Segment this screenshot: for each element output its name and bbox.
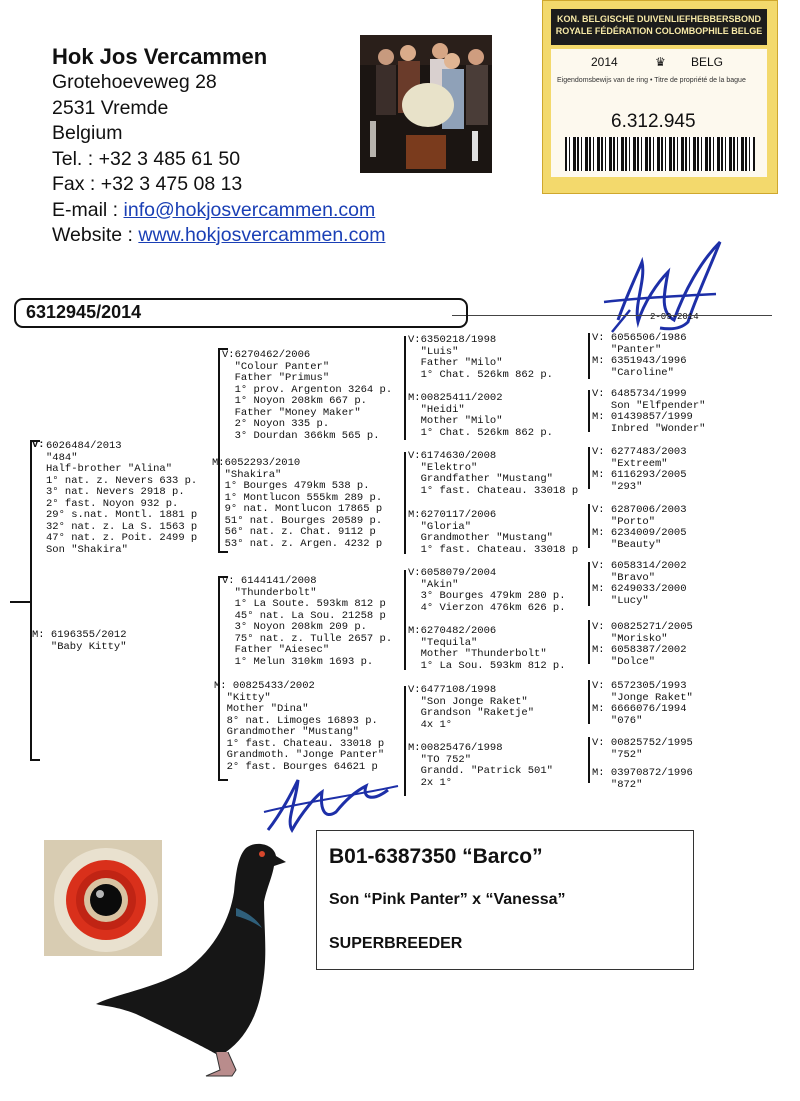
signature-top [598, 232, 728, 344]
ring-title: 6312945/2014 [26, 302, 142, 322]
breeder-header [52, 44, 385, 249]
gen4-5: V: 6277483/2003 "Extreem" [592, 446, 687, 470]
bracket-gen4-1 [588, 333, 590, 379]
gen4-9: V: 6058314/2002 "Bravo" [592, 560, 687, 584]
bracket-gen4-7 [588, 680, 590, 724]
gen4-7: V: 6287006/2003 "Porto" [592, 504, 687, 528]
bracket-gen4-2 [588, 390, 590, 432]
gen4-11: V: 00825271/2005 "Morisko" [592, 621, 693, 645]
email-line [52, 198, 385, 224]
gen4-3: V: 6485734/1999 Son "Elfpender" [592, 388, 706, 412]
fax: Fax : +32 3 475 08 13 [52, 173, 243, 195]
featured-pigeon-title: B01-6387350 “Barco” [329, 845, 543, 868]
bracket-gen4-8 [588, 737, 590, 783]
gen2-father-dam: M:6052293/2010 "Shakira" 1° Bourges 479km 538 p. 1° Montlucon 555km 289 p. 9° nat. Montlucon 17865 p 51° nat. Bourges 20589 p. 56° nat. z. Chat. 9112 p 53° nat. z. Argen. 4232 p [212, 457, 383, 550]
gen4-2: M: 6351943/1996 "Caroline" [592, 355, 687, 379]
bracket-gen3-1 [404, 336, 406, 440]
website-link[interactable]: www.hokjosvercammen.com [138, 224, 386, 246]
gen3-8: M:00825476/1998 "TO 752" Grandd. "Patrick 501" 2x 1° [408, 742, 553, 789]
subject-mother: M: 6196355/2012 "Baby Kitty" [32, 629, 127, 653]
gen4-6: M: 6116293/2005 "293" [592, 469, 687, 493]
gen2-mother-dam: M: 00825433/2002 "Kitty" Mother "Dina" 8° nat. Limoges 16893 p. Grandmother "Mustang" 1° fast. Chateau. 33018 p Grandmoth. "Jonge Panter" 2° fast. Bourges 64621 p [214, 680, 385, 773]
bracket-subject-bottom [30, 759, 40, 761]
bracket-gen2-bottom-b [218, 779, 228, 781]
bracket-gen3-3 [404, 570, 406, 670]
team-photo [360, 35, 492, 173]
bracket-gen3-2 [404, 452, 406, 554]
gen4-4: M: 01439857/1999 Inbred "Wonder" [592, 411, 706, 435]
bracket-gen3-4 [404, 686, 406, 796]
team-photo-image [360, 35, 492, 173]
telephone: Tel. : +32 3 485 61 50 [52, 147, 241, 170]
gen4-12: M: 6058387/2002 "Dolce" [592, 644, 687, 668]
bracket-subject [30, 440, 32, 760]
ring-number: 6.312.945 [611, 111, 696, 132]
website-label: Website : [52, 224, 133, 246]
barcode [565, 137, 755, 171]
featured-pigeon-box [316, 830, 694, 970]
crown-icon: ♛ [655, 55, 666, 69]
address-country: Belgium [52, 122, 123, 144]
gen3-7: V:6477108/1998 "Son Jonge Raket" Grandson "Raketje" 4x 1° [408, 684, 535, 731]
federation-name-fr: ROYALE FÉDÉRATION COLOMBOPHILE BELGE [555, 26, 763, 36]
gen3-3: V:6174630/2008 "Elektro" Grandfather "Mustang" 1° fast. Chateau. 33018 p [408, 450, 579, 497]
address-city: 2531 Vremde [52, 96, 169, 119]
ring-title-rule [452, 315, 772, 316]
ownership-text: Eigendomsbewijs van de ring • Titre de propriété de la bague [557, 77, 746, 84]
bracket-gen4-4 [588, 504, 590, 548]
gen4-1: V: 6056506/1986 "Panter" [592, 332, 687, 356]
bracket-gen2-top-b [218, 551, 228, 553]
federation-band [551, 9, 767, 45]
gen4-14: M: 6666076/1994 "076" [592, 703, 687, 727]
website-line [52, 223, 385, 249]
gen3-5: V:6058079/2004 "Akin" 3° Bourges 479km 280 p. 4° Vierzon 476km 626 p. [408, 567, 566, 614]
featured-pigeon-status: SUPERBREEDER [329, 935, 463, 952]
address-street: Grotehoeveweg 28 [52, 71, 217, 93]
signature-bottom [262, 772, 402, 838]
subject-father-details: 6026484/2013 "484" Half-brother "Alina" 1° nat. z. Nevers 633 p. 3° nat. Nevers 2918 p. 2° fast. Noyon 932 p. 29° s.nat. Montl. 1881 p 32° nat. z. La S. 1563 p 47° nat. z. Poit. 2499 p Son "Shakira" [46, 440, 198, 556]
ring-country: BELG [691, 55, 724, 69]
bracket-gen4-3 [588, 447, 590, 489]
gen2-mother-sire: V: 6144141/2008 "Thunderbolt" 1° La Soute. 593km 812 p 45° nat. La Sou. 21258 p 3° Noyon 208km 209 p. 75° nat. z. Tulle 2657 p. Father "Aiesec" 1° Melun 310km 1693 p. [222, 575, 393, 668]
breeder-name: Hok Jos Vercammen [52, 44, 268, 69]
featured-pigeon-parents: Son “Pink Panter” x “Vanessa” [329, 891, 566, 908]
ring-title-box [14, 298, 468, 328]
gen3-1: V:6350218/1998 "Luis" Father "Milo" 1° Chat. 526km 862 p. [408, 334, 553, 381]
email-label: E-mail : [52, 198, 119, 221]
gen2-father-sire: V:6270462/2006 "Colour Panter" Father "Primus" 1° prov. Argenton 3264 p. 1° Noyon 208km 667 p. Father "Money Maker" 2° Noyon 335 p. 3° Dourdan 366km 565 p. [222, 349, 393, 442]
gen4-16: M: 03970872/1996 "872" [592, 767, 693, 791]
bracket-gen4-6 [588, 620, 590, 664]
gen4-15: V: 00825752/1995 "752" [592, 737, 693, 761]
signature-date: 2-09-2014 [650, 312, 699, 322]
pigeon-image [96, 838, 296, 1084]
bracket-subject-root [10, 601, 30, 603]
gen3-2: M:00825411/2002 "Heidi" Mother "Milo" 1° Chat. 526km 862 p. [408, 392, 553, 439]
gen3-4: M:6270117/2006 "Gloria" Grandmother "Mustang" 1° fast. Chateau. 33018 p [408, 509, 579, 556]
email-link[interactable]: info@hokjosvercammen.com [123, 198, 376, 221]
ring-certificate-label [542, 0, 778, 194]
gen4-10: M: 6249033/2000 "Lucy" [592, 583, 687, 607]
label-inner [551, 49, 767, 177]
gen4-8: M: 6234009/2005 "Beauty" [592, 527, 687, 551]
bracket-gen4-5 [588, 562, 590, 606]
gen3-6: M:6270482/2006 "Tequila" Mother "Thunderbolt" 1° La Sou. 593km 812 p. [408, 625, 566, 672]
gen4-13: V: 6572305/1993 "Jonge Raket" [592, 680, 693, 704]
federation-name-nl: KON. BELGISCHE DUIVENLIEFHEBBERSBOND [556, 14, 762, 24]
ring-year: 2014 [591, 55, 618, 69]
subject-father-marker: V: [32, 439, 45, 451]
